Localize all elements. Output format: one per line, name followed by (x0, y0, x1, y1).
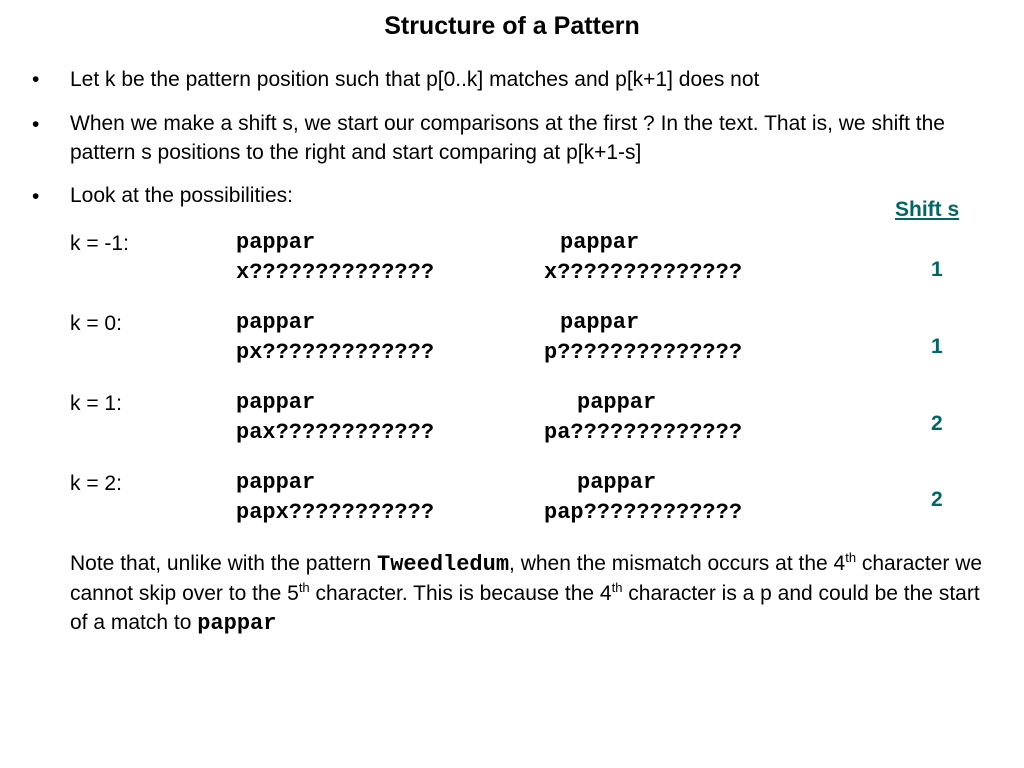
bullet-marker: • (32, 113, 40, 136)
ordinal-suffix: th (611, 580, 623, 595)
note-code-tweedledum: Tweedledum (377, 552, 510, 577)
case-right-pattern: pappar (577, 390, 657, 415)
note-text: character. This is because the 4 (309, 582, 612, 605)
bullet-marker: • (32, 68, 40, 91)
case-right-pattern: pappar (577, 470, 657, 495)
slide-title: Structure of a Pattern (384, 12, 640, 40)
ordinal-suffix: th (298, 580, 310, 595)
shift-value: 2 (931, 488, 943, 511)
case-left-text: pax???????????? (236, 420, 435, 445)
case-left-pattern: pappar (236, 230, 316, 255)
case-left-pattern: pappar (236, 390, 316, 415)
ordinal-suffix: th (845, 550, 857, 565)
case-right-text: pa????????????? (544, 420, 743, 445)
case-right-pattern: pappar (560, 310, 640, 335)
note-code-pappar: pappar (197, 611, 277, 636)
bullet-text-1: Let k be the pattern position such that p[0..k] matches and p[k+1] does not (70, 68, 760, 91)
note-text: character is a p and could be the start of a match to (70, 582, 980, 634)
shift-value: 2 (931, 412, 943, 435)
case-left-pattern: pappar (236, 310, 316, 335)
case-left-text: x?????????????? (236, 260, 435, 285)
case-label: k = 2: (70, 472, 122, 495)
note-text: , when the mismatch occurs at the 4 (509, 552, 846, 575)
case-right-text: x?????????????? (544, 260, 743, 285)
case-right-text: pap???????????? (544, 500, 743, 525)
case-label: k = 1: (70, 392, 122, 415)
shift-value: 1 (931, 335, 943, 358)
case-left-text: px????????????? (236, 340, 435, 365)
note-text: Note that, unlike with the pattern (70, 552, 378, 575)
bullet-marker: • (32, 185, 40, 208)
case-left-pattern: pappar (236, 470, 316, 495)
case-right-pattern: pappar (560, 230, 640, 255)
note-paragraph (70, 549, 995, 638)
case-label: k = 0: (70, 312, 122, 335)
case-label: k = -1: (70, 232, 129, 255)
shift-value: 1 (931, 258, 943, 281)
case-right-text: p?????????????? (544, 340, 743, 365)
note-text: character we cannot skip over to the 5 (70, 552, 983, 605)
bullet-text-2: When we make a shift s, we start our comparisons at the first ? In the text. That is, we shift the pattern s positions to the right and start comparing at p[k+1-s] (70, 112, 945, 164)
shift-header: Shift s (895, 198, 960, 221)
case-left-text: papx??????????? (236, 500, 435, 525)
bullet-text-3: Look at the possibilities: (70, 184, 293, 207)
